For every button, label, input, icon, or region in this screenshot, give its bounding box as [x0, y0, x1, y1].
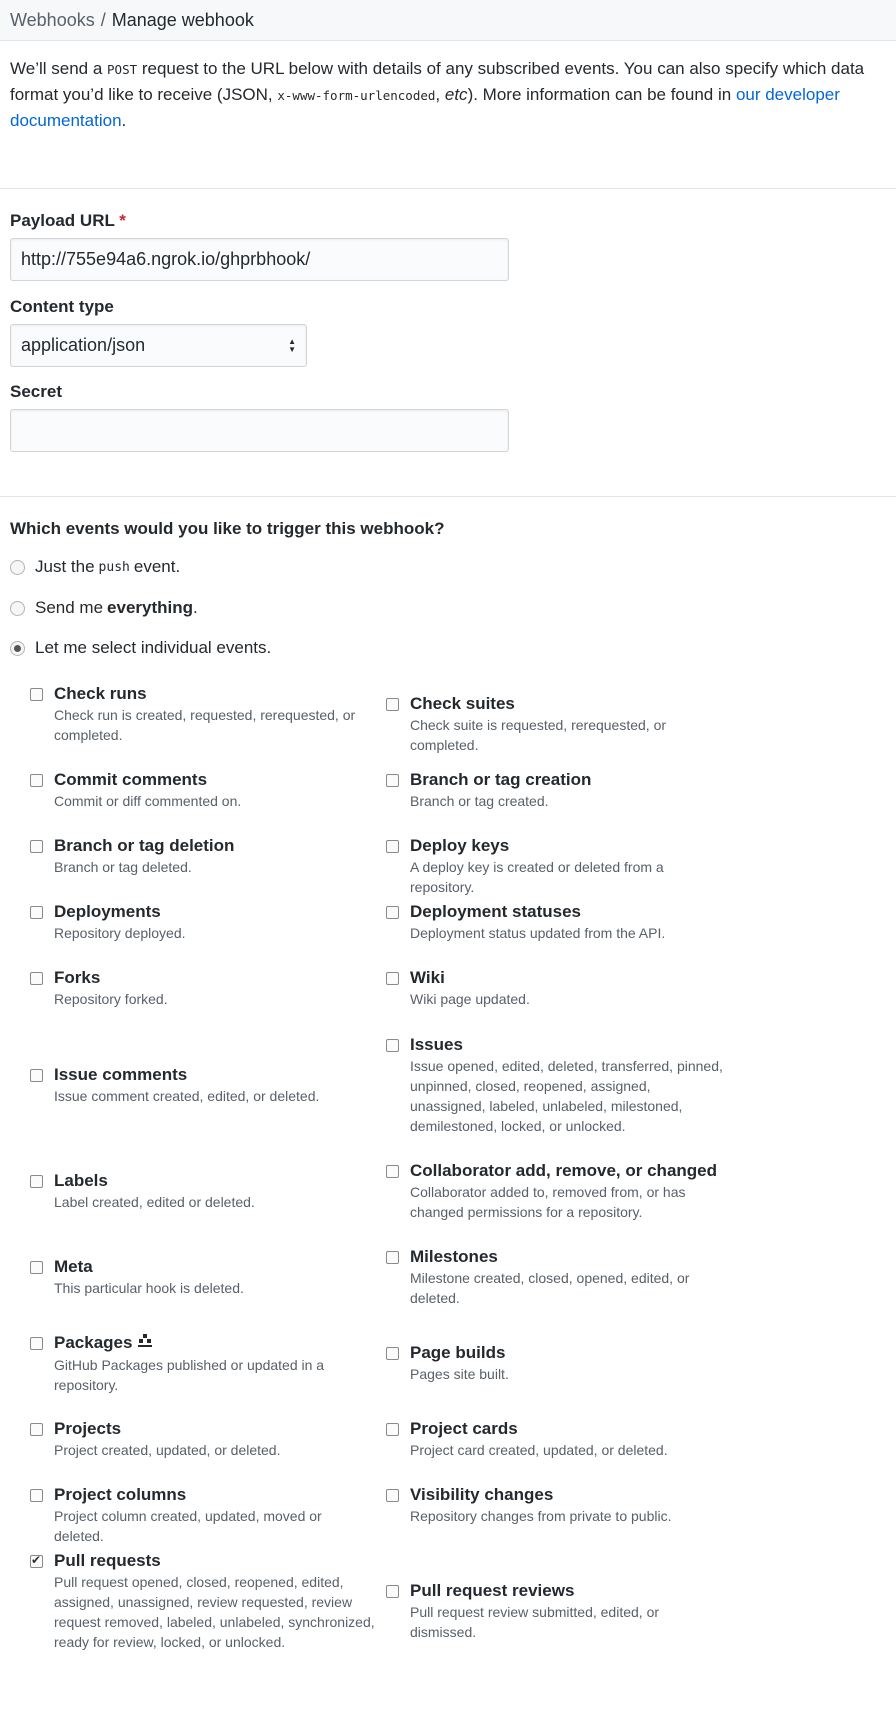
event-projects-checkbox[interactable] [30, 1423, 43, 1436]
required-mark: * [119, 211, 126, 230]
event-description: Repository forked. [54, 991, 168, 1007]
event-project-cards[interactable] [386, 1418, 726, 1460]
radio-just-push-label-end: event. [133, 557, 181, 576]
event-description: Project created, updated, or deleted. [54, 1442, 281, 1458]
event-collaborator-add-remove-or-changed[interactable] [386, 1160, 726, 1222]
event-description: A deploy key is created or deleted from a repository. [410, 859, 664, 895]
page-title: Manage webhook [111, 9, 254, 30]
radio-everything-label: Send me [35, 598, 104, 617]
event-description: Pages site built. [410, 1366, 509, 1382]
secret-label: Secret [10, 382, 62, 401]
intro-text-part: request to the URL below with details of any subscribed events. You can also specify which data format you’d like to receive (JSON, [10, 59, 865, 104]
event-description: Issue opened, edited, deleted, transferred, pinned, unpinned, closed, reopened, assigned, unassigned, labeled, unlabeled, milestoned, demilestoned, locked, or unlocked. [410, 1058, 723, 1134]
event-deployments[interactable] [30, 901, 375, 943]
radio-just-push[interactable] [10, 557, 180, 577]
radio-select-individual-label: Let me select individual events. [35, 638, 272, 657]
content-type-select[interactable] [10, 324, 307, 367]
event-title: Visibility changes [410, 1485, 554, 1504]
event-project-cards-checkbox[interactable] [386, 1423, 399, 1436]
event-page-builds[interactable] [386, 1342, 726, 1384]
event-description: Branch or tag deleted. [54, 859, 192, 875]
event-description: Check run is created, requested, rerequested, or completed. [54, 707, 356, 743]
event-deploy-keys[interactable] [386, 835, 726, 897]
breadcrumb-separator: / [100, 9, 106, 30]
event-meta-checkbox[interactable] [30, 1261, 43, 1274]
event-projects[interactable] [30, 1418, 375, 1460]
event-pull-request-reviews-checkbox[interactable] [386, 1585, 399, 1598]
radio-everything-period: . [193, 598, 198, 617]
event-issue-comments[interactable] [30, 1064, 375, 1106]
page-header [0, 0, 896, 41]
event-check-runs-checkbox[interactable] [30, 688, 43, 701]
event-title: Check runs [54, 684, 147, 703]
event-deploy-keys-checkbox[interactable] [386, 840, 399, 853]
event-title: Check suites [410, 694, 515, 713]
event-description: Commit or diff commented on. [54, 793, 242, 809]
radio-select-individual-button[interactable] [10, 641, 25, 656]
event-milestones[interactable] [386, 1246, 726, 1308]
radio-just-push-label: Just the [35, 557, 95, 576]
event-pull-requests-checkbox[interactable] [30, 1555, 43, 1568]
event-title: Deploy keys [410, 836, 510, 855]
event-labels-checkbox[interactable] [30, 1175, 43, 1188]
event-wiki-checkbox[interactable] [386, 972, 399, 985]
payload-url-label-text: Payload URL [10, 211, 115, 230]
event-title: Branch or tag creation [410, 770, 592, 789]
radio-just-push-button[interactable] [10, 560, 25, 575]
event-description: This particular hook is deleted. [54, 1280, 244, 1296]
event-title: Milestones [410, 1247, 498, 1266]
event-milestones-checkbox[interactable] [386, 1251, 399, 1264]
content-type-label: Content type [10, 297, 114, 316]
event-commit-comments-checkbox[interactable] [30, 774, 43, 787]
event-title: Issues [410, 1035, 463, 1054]
event-branch-or-tag-creation-checkbox[interactable] [386, 774, 399, 787]
radio-everything-button[interactable] [10, 601, 25, 616]
event-title: Commit comments [54, 770, 208, 789]
event-title: Issue comments [54, 1065, 188, 1084]
event-title: Deployment statuses [410, 902, 581, 921]
event-title: Meta [54, 1257, 93, 1276]
event-project-columns-checkbox[interactable] [30, 1489, 43, 1502]
event-title: Projects [54, 1419, 122, 1438]
event-branch-or-tag-deletion[interactable] [30, 835, 375, 877]
event-check-suites-checkbox[interactable] [386, 698, 399, 711]
event-description: Branch or tag created. [410, 793, 549, 809]
intro-text-part: We’ll send a [10, 59, 108, 78]
event-title: Pull request reviews [410, 1581, 575, 1600]
developer-docs-link[interactable]: our developer documentation [10, 85, 840, 130]
event-issue-comments-checkbox[interactable] [30, 1069, 43, 1082]
event-visibility-changes-checkbox[interactable] [386, 1489, 399, 1502]
event-description: Collaborator added to, removed from, or has changed permissions for a repository. [410, 1184, 686, 1220]
breadcrumb-webhooks[interactable]: Webhooks [10, 9, 95, 30]
event-page-builds-checkbox[interactable] [386, 1347, 399, 1360]
event-title: Deployments [54, 902, 161, 921]
event-title: Collaborator add, remove, or changed [410, 1161, 718, 1180]
event-deployment-statuses-checkbox[interactable] [386, 906, 399, 919]
event-title: Wiki [410, 968, 445, 987]
updown-arrows-icon: ▲ ▼ [288, 336, 296, 354]
event-branch-or-tag-deletion-checkbox[interactable] [30, 840, 43, 853]
payload-url-value: http://755e94a6.ngrok.io/ghprbhook/ [21, 249, 311, 269]
event-description: GitHub Packages published or updated in a repository. [54, 1357, 325, 1393]
event-title: Project cards [410, 1419, 518, 1438]
event-forks-checkbox[interactable] [30, 972, 43, 985]
event-title: Packages [54, 1332, 375, 1355]
event-title: Page builds [410, 1343, 506, 1362]
event-description: Project card created, updated, or deleted. [410, 1442, 668, 1458]
event-branch-or-tag-creation[interactable] [386, 769, 726, 811]
event-forks[interactable] [30, 967, 375, 1009]
everything-bold: everything [107, 598, 194, 617]
payload-url-input[interactable] [10, 238, 509, 281]
event-collaborator-add-remove-or-changed-checkbox[interactable] [386, 1165, 399, 1178]
intro-text-part: ). More information can be found in [467, 85, 736, 104]
intro-text-part: , [435, 85, 445, 104]
events-section [0, 497, 896, 1731]
event-description: Label created, edited or deleted. [54, 1194, 255, 1210]
event-pull-requests[interactable] [30, 1550, 375, 1652]
event-description: Deployment status updated from the API. [410, 925, 666, 941]
event-labels[interactable] [30, 1170, 375, 1212]
event-description: Project column created, updated, moved or deleted. [54, 1508, 322, 1544]
push-code: push [98, 559, 130, 575]
event-visibility-changes[interactable] [386, 1484, 726, 1526]
event-title: Forks [54, 968, 101, 987]
etc-text: etc [444, 85, 468, 104]
event-description: Pull request opened, closed, reopened, edited, assigned, unassigned, review requested, review request removed, labeled, unlabeled, synchronized, ready for review, locked, or unlocked. [54, 1574, 375, 1650]
event-meta[interactable] [30, 1256, 375, 1298]
event-check-runs[interactable] [30, 683, 375, 745]
event-description: Milestone created, closed, opened, edited, or deleted. [410, 1270, 690, 1306]
event-description: Repository changes from private to public. [410, 1508, 672, 1524]
event-description: Check suite is requested, rerequested, or completed. [410, 717, 667, 753]
intro-text-part: . [121, 111, 127, 130]
event-description: Pull request review submitted, edited, or dismissed. [410, 1604, 660, 1640]
secret-input[interactable] [10, 409, 509, 452]
event-packages[interactable] [30, 1332, 375, 1395]
event-wiki[interactable] [386, 967, 726, 1009]
event-title: Pull requests [54, 1551, 161, 1570]
radio-select-individual[interactable] [10, 638, 271, 658]
event-title: Branch or tag deletion [54, 836, 235, 855]
event-commit-comments[interactable] [30, 769, 375, 811]
content-type-value: application/json [21, 335, 146, 355]
event-description: Wiki page updated. [410, 991, 530, 1007]
event-deployment-statuses[interactable] [386, 901, 726, 943]
intro-text [0, 41, 896, 189]
event-title: Labels [54, 1171, 108, 1190]
event-title: Project columns [54, 1485, 187, 1504]
payload-url-label [10, 211, 126, 231]
event-check-suites[interactable] [386, 693, 726, 755]
radio-everything[interactable] [10, 598, 198, 618]
webhook-form [0, 189, 896, 497]
form-urlencoded-code: x-www-form-urlencoded [277, 88, 436, 103]
event-pull-request-reviews[interactable] [386, 1580, 726, 1642]
event-description: Issue comment created, edited, or deleted. [54, 1088, 320, 1104]
post-code: POST [107, 62, 138, 77]
event-issues[interactable] [386, 1034, 726, 1136]
events-title: Which events would you like to trigger this webhook? [10, 519, 445, 538]
event-deployments-checkbox[interactable] [30, 906, 43, 919]
event-project-columns[interactable] [30, 1484, 375, 1546]
event-packages-checkbox[interactable] [30, 1337, 43, 1350]
event-description: Repository deployed. [54, 925, 186, 941]
package-icon [138, 1333, 152, 1355]
event-issues-checkbox[interactable] [386, 1039, 399, 1052]
